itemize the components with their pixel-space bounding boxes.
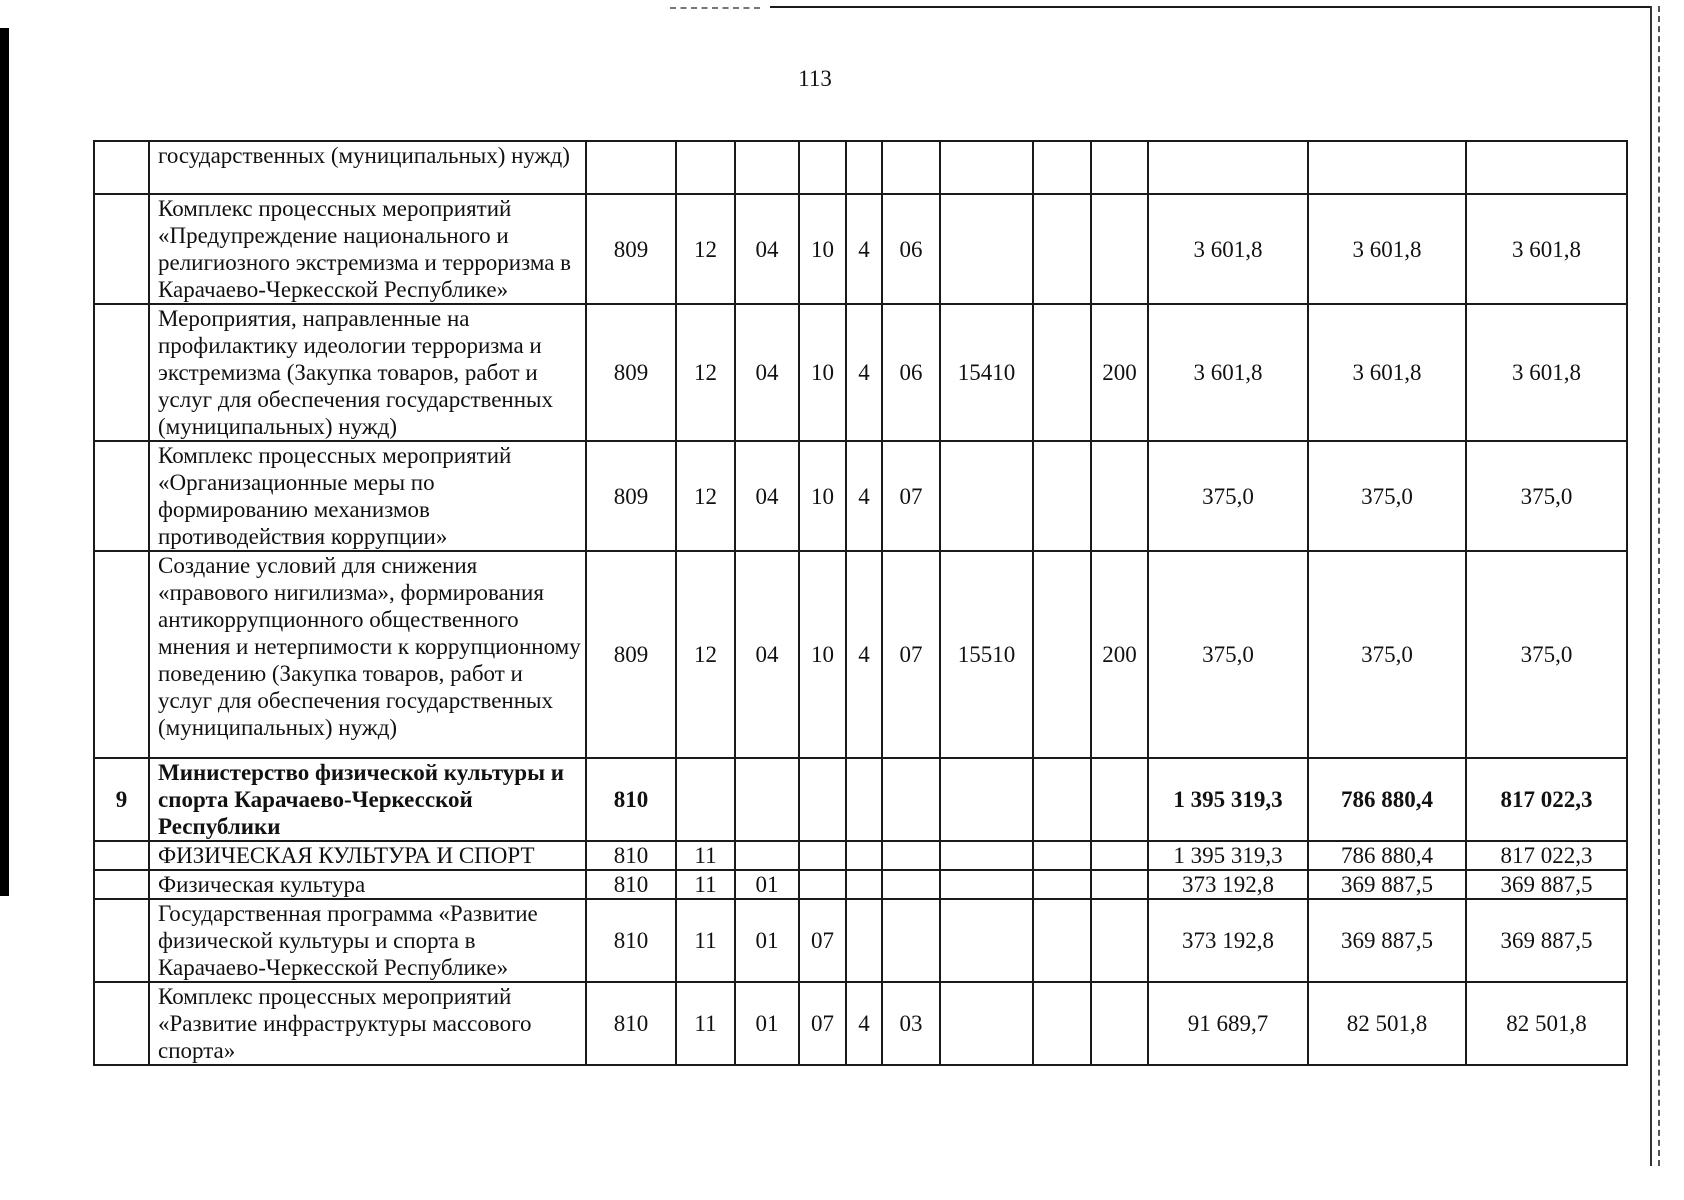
subsection-code: 04 (735, 551, 799, 758)
subsection-code (735, 841, 799, 870)
amount-year-2: 786 880,4 (1308, 758, 1466, 841)
subprogram-code: 4 (846, 982, 882, 1065)
extra-code (1033, 841, 1091, 870)
program-code: 07 (799, 899, 846, 982)
amount-year-2: 375,0 (1308, 551, 1466, 758)
subsection-code: 04 (735, 194, 799, 304)
row-number: 9 (94, 758, 149, 841)
section-code: 12 (676, 194, 735, 304)
subprogram-code (846, 758, 882, 841)
row-number (94, 551, 149, 758)
row-name: Комплекс процессных мероприятий «Организационные меры по формированию механизмов противодействия коррупции» (149, 441, 586, 551)
amount-year-1: 91 689,7 (1148, 982, 1308, 1065)
section-code: 11 (676, 841, 735, 870)
program-code (799, 841, 846, 870)
subprogram-code (846, 141, 882, 194)
expense-type-code (1091, 441, 1148, 551)
table-row (94, 841, 1627, 870)
expense-type-code (1091, 194, 1148, 304)
table-row (94, 899, 1627, 982)
table-row (94, 304, 1627, 441)
structure-code (882, 870, 940, 899)
scan-right-dash (1658, 6, 1660, 1166)
budget-table (93, 140, 1628, 1066)
row-name: Физическая культура (149, 870, 586, 899)
amount-year-3: 369 887,5 (1466, 870, 1627, 899)
extra-code (1033, 441, 1091, 551)
row-name: Комплекс процессных мероприятий «Развитие инфраструктуры массового спорта» (149, 982, 586, 1065)
structure-code (882, 841, 940, 870)
amount-year-3: 3 601,8 (1466, 194, 1627, 304)
row-name: ФИЗИЧЕСКАЯ КУЛЬТУРА И СПОРТ (149, 841, 586, 870)
amount-year-1: 373 192,8 (1148, 870, 1308, 899)
amount-year-1: 1 395 319,3 (1148, 841, 1308, 870)
row-number (94, 870, 149, 899)
direction-code (940, 841, 1033, 870)
subprogram-code (846, 841, 882, 870)
row-name: Комплекс процессных мероприятий «Предупреждение национального и религиозного экстремизма и терроризма в Карачаево-Черкесской Республике» (149, 194, 586, 304)
section-code: 11 (676, 870, 735, 899)
table-row (94, 758, 1627, 841)
grbs-code (586, 141, 676, 194)
direction-code (940, 982, 1033, 1065)
amount-year-1: 3 601,8 (1148, 304, 1308, 441)
row-name: Министерство физической культуры и спорта Карачаево-Черкесской Республики (149, 758, 586, 841)
amount-year-3: 82 501,8 (1466, 982, 1627, 1065)
scan-right-rule (1650, 6, 1652, 1166)
structure-code (882, 899, 940, 982)
extra-code (1033, 982, 1091, 1065)
section-code: 12 (676, 304, 735, 441)
row-number (94, 899, 149, 982)
amount-year-2: 375,0 (1308, 441, 1466, 551)
amount-year-3: 3 601,8 (1466, 304, 1627, 441)
section-code: 11 (676, 982, 735, 1065)
expense-type-code (1091, 758, 1148, 841)
subsection-code (735, 141, 799, 194)
amount-year-3: 375,0 (1466, 441, 1627, 551)
structure-code (882, 141, 940, 194)
amount-year-2: 3 601,8 (1308, 194, 1466, 304)
amount-year-1: 3 601,8 (1148, 194, 1308, 304)
direction-code (940, 194, 1033, 304)
structure-code (882, 758, 940, 841)
row-name: Создание условий для снижения «правового нигилизма», формирования антикоррупционного общественного мнения и нетерпимости к коррупционному поведению (Закупка товаров, работ и услуг для обеспечения государственных (муниципальных) нужд) (149, 551, 586, 758)
amount-year-3: 375,0 (1466, 551, 1627, 758)
row-name: Мероприятия, направленные на профилактику идеологии терроризма и экстремизма (Закупка товаров, работ и услуг для обеспечения государственных (муниципальных) нужд) (149, 304, 586, 441)
direction-code (940, 141, 1033, 194)
direction-code: 15510 (940, 551, 1033, 758)
direction-code (940, 758, 1033, 841)
table-row (94, 551, 1627, 758)
grbs-code: 809 (586, 551, 676, 758)
section-code: 12 (676, 551, 735, 758)
amount-year-1: 375,0 (1148, 441, 1308, 551)
program-code: 10 (799, 551, 846, 758)
amount-year-3 (1466, 141, 1627, 194)
amount-year-1: 373 192,8 (1148, 899, 1308, 982)
extra-code (1033, 899, 1091, 982)
row-number (94, 982, 149, 1065)
table-row (94, 441, 1627, 551)
row-number (94, 304, 149, 441)
extra-code (1033, 870, 1091, 899)
amount-year-3: 817 022,3 (1466, 841, 1627, 870)
extra-code (1033, 758, 1091, 841)
grbs-code: 809 (586, 304, 676, 441)
subsection-code (735, 758, 799, 841)
direction-code (940, 899, 1033, 982)
subprogram-code: 4 (846, 551, 882, 758)
extra-code (1033, 141, 1091, 194)
table-row (94, 194, 1627, 304)
expense-type-code (1091, 841, 1148, 870)
row-name: Государственная программа «Развитие физической культуры и спорта в Карачаево-Черкесской Республике» (149, 899, 586, 982)
structure-code: 07 (882, 441, 940, 551)
table-row (94, 982, 1627, 1065)
grbs-code: 810 (586, 841, 676, 870)
program-code: 07 (799, 982, 846, 1065)
grbs-code: 810 (586, 870, 676, 899)
amount-year-2: 786 880,4 (1308, 841, 1466, 870)
subprogram-code: 4 (846, 194, 882, 304)
table-row (94, 141, 1627, 194)
amount-year-1 (1148, 141, 1308, 194)
row-number (94, 441, 149, 551)
amount-year-1: 375,0 (1148, 551, 1308, 758)
structure-code: 07 (882, 551, 940, 758)
subprogram-code: 4 (846, 304, 882, 441)
structure-code: 06 (882, 194, 940, 304)
scan-top-rule (770, 6, 1650, 8)
row-number (94, 194, 149, 304)
expense-type-code: 200 (1091, 551, 1148, 758)
expense-type-code: 200 (1091, 304, 1148, 441)
row-number (94, 841, 149, 870)
program-code (799, 758, 846, 841)
direction-code (940, 870, 1033, 899)
subprogram-code: 4 (846, 441, 882, 551)
scan-edge-bar (0, 28, 9, 896)
grbs-code: 810 (586, 982, 676, 1065)
subsection-code: 04 (735, 304, 799, 441)
subsection-code: 01 (735, 870, 799, 899)
program-code (799, 141, 846, 194)
expense-type-code (1091, 899, 1148, 982)
row-number (94, 141, 149, 194)
section-code: 12 (676, 441, 735, 551)
program-code: 10 (799, 194, 846, 304)
amount-year-2: 3 601,8 (1308, 304, 1466, 441)
extra-code (1033, 551, 1091, 758)
extra-code (1033, 194, 1091, 304)
structure-code: 06 (882, 304, 940, 441)
amount-year-3: 817 022,3 (1466, 758, 1627, 841)
structure-code: 03 (882, 982, 940, 1065)
amount-year-2 (1308, 141, 1466, 194)
amount-year-1: 1 395 319,3 (1148, 758, 1308, 841)
program-code (799, 870, 846, 899)
program-code: 10 (799, 304, 846, 441)
subsection-code: 01 (735, 899, 799, 982)
extra-code (1033, 304, 1091, 441)
amount-year-2: 82 501,8 (1308, 982, 1466, 1065)
subprogram-code (846, 870, 882, 899)
direction-code (940, 441, 1033, 551)
program-code: 10 (799, 441, 846, 551)
amount-year-3: 369 887,5 (1466, 899, 1627, 982)
page-number: 113 (798, 66, 832, 91)
amount-year-2: 369 887,5 (1308, 870, 1466, 899)
direction-code: 15410 (940, 304, 1033, 441)
expense-type-code (1091, 870, 1148, 899)
grbs-code: 810 (586, 899, 676, 982)
grbs-code: 810 (586, 758, 676, 841)
subprogram-code (846, 899, 882, 982)
subsection-code: 04 (735, 441, 799, 551)
scan-top-dash (670, 7, 760, 9)
section-code (676, 758, 735, 841)
row-name: государственных (муниципальных) нужд) (149, 141, 586, 194)
section-code (676, 141, 735, 194)
grbs-code: 809 (586, 441, 676, 551)
table-body (94, 141, 1627, 1065)
subsection-code: 01 (735, 982, 799, 1065)
amount-year-2: 369 887,5 (1308, 899, 1466, 982)
expense-type-code (1091, 141, 1148, 194)
grbs-code: 809 (586, 194, 676, 304)
expense-type-code (1091, 982, 1148, 1065)
table-row (94, 870, 1627, 899)
section-code: 11 (676, 899, 735, 982)
